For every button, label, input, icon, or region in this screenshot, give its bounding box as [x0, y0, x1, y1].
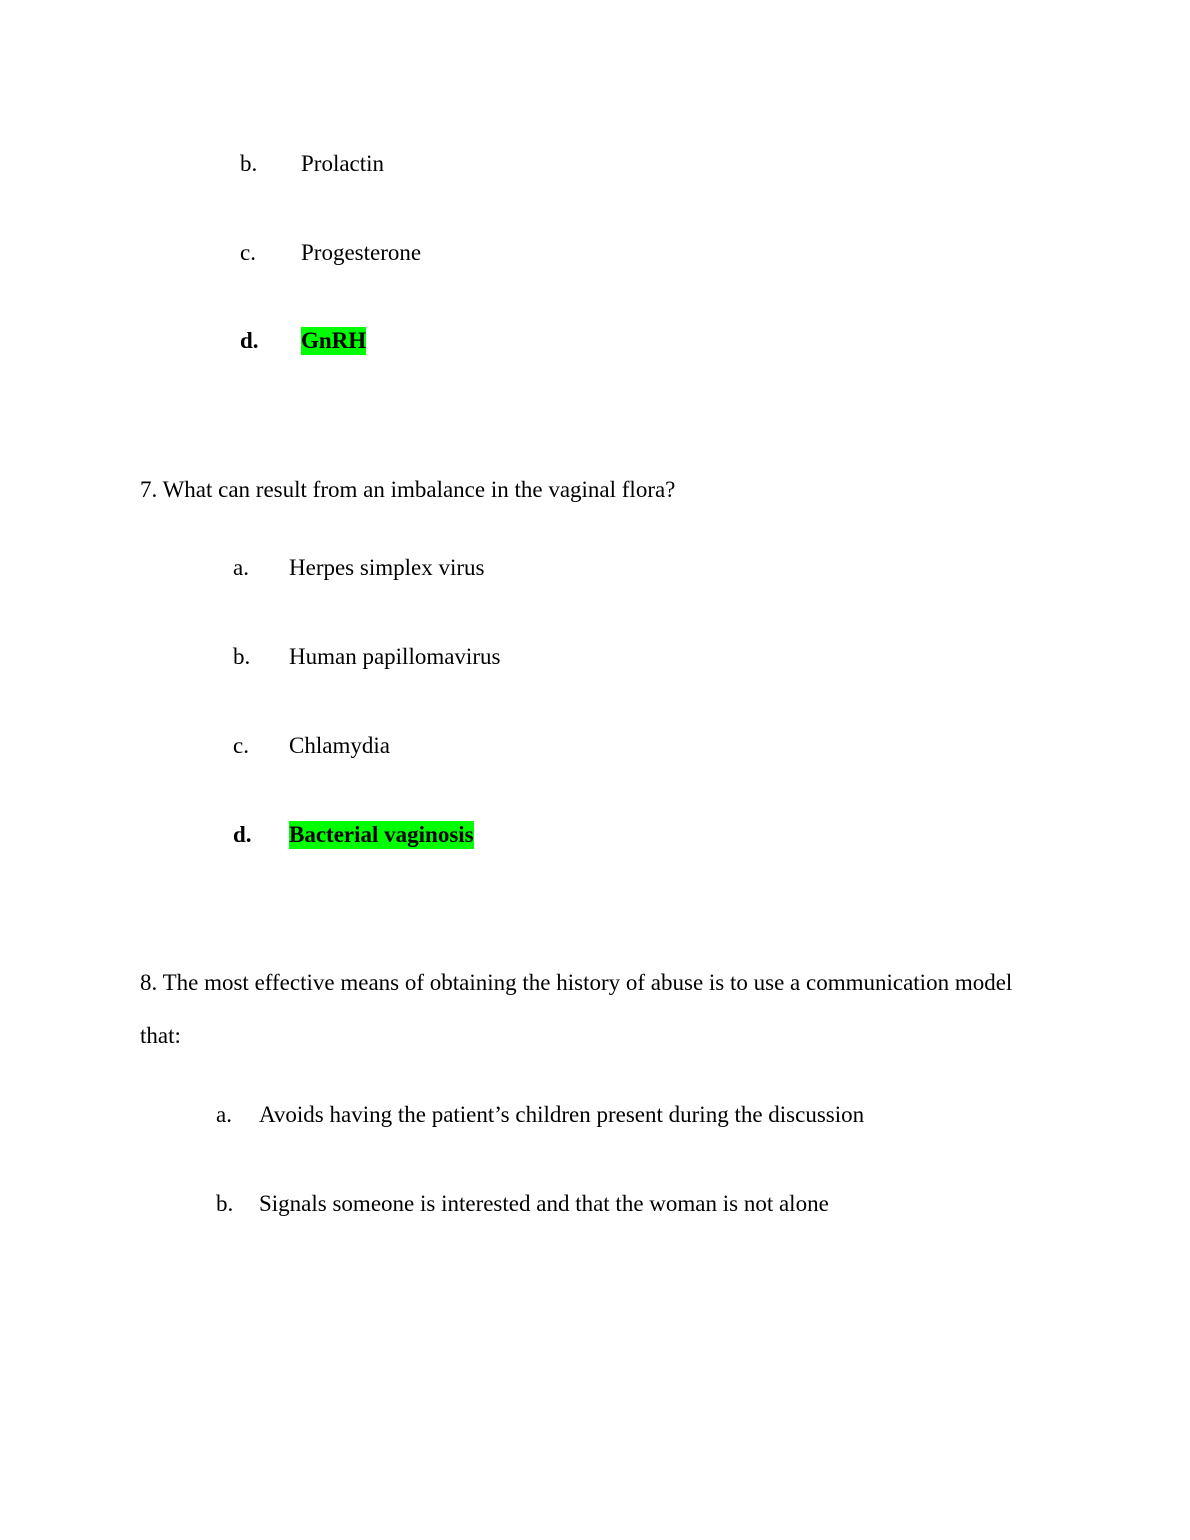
option-letter: b. [216, 1191, 234, 1216]
option-text: Herpes simplex virus [289, 555, 485, 580]
option-letter: a. [216, 1102, 232, 1127]
option-letter-correct: d. [233, 822, 252, 847]
option-letter: c. [240, 240, 256, 265]
option-letter: b. [233, 644, 251, 669]
option-text: Signals someone is interested and that the woman is not alone [259, 1191, 829, 1216]
option-text-correct-highlighted: Bacterial vaginosis [289, 822, 474, 847]
option-text: Avoids having the patient’s children present during the discussion [259, 1102, 865, 1127]
option-letter: a. [233, 555, 249, 580]
option-text-correct-highlighted: GnRH [301, 328, 367, 353]
option-text: Human papillomavirus [289, 644, 501, 669]
option-letter: b. [240, 151, 258, 176]
option-letter: c. [233, 733, 249, 758]
option-letter-correct: d. [240, 328, 259, 353]
question-prompt-line-1: 8. The most effective means of obtaining the history of abuse is to use a communication model [140, 970, 1013, 995]
question-prompt: 7. What can result from an imbalance in the vaginal flora? [140, 477, 676, 502]
question-prompt-line-2: that: [140, 1023, 181, 1048]
option-text: Chlamydia [289, 733, 390, 758]
option-text: Progesterone [301, 240, 422, 265]
option-text: Prolactin [301, 151, 385, 176]
